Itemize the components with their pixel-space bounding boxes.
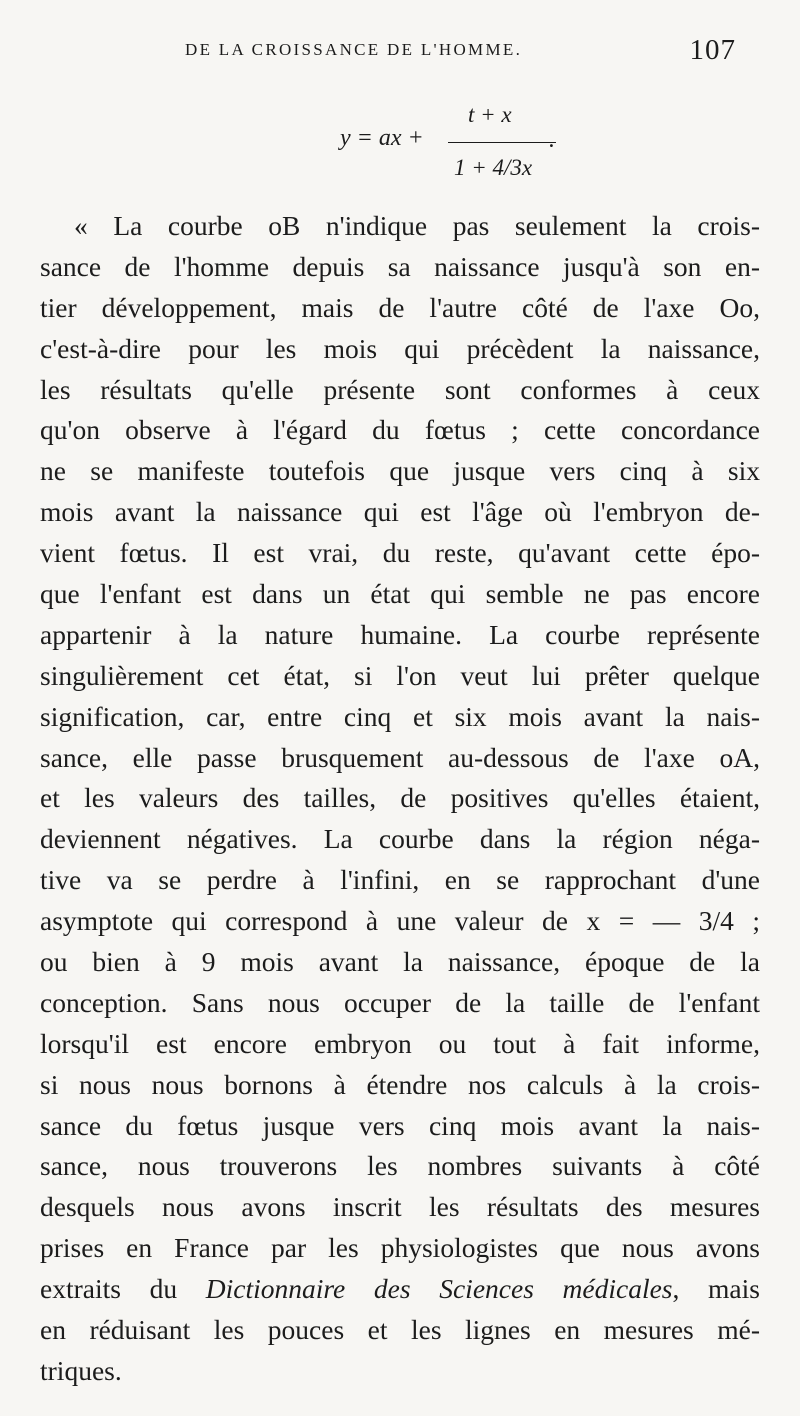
- text-line: si nous nous bornons à étendre nos calculs à la crois-: [40, 1068, 760, 1100]
- text-line: deviennent négatives. La courbe dans la région néga-: [40, 823, 760, 855]
- equation-terminator: .: [549, 127, 555, 153]
- text-fragment: , mais: [672, 1273, 760, 1305]
- text-fragment: extraits du: [40, 1273, 178, 1305]
- equation-denominator: 1 + 4/3x: [454, 155, 533, 180]
- equation-numerator: t + x: [468, 102, 512, 127]
- text-line: c'est-à-dire pour les mois qui précèdent la naissance,: [40, 332, 760, 364]
- text-line: sance de l'homme depuis sa naissance jusqu'à son en-: [40, 250, 760, 282]
- equation: [0, 100, 800, 190]
- text-line: mois avant la naissance qui est l'âge où l'embryon de-: [40, 496, 760, 528]
- book-title-italic: Dictionnaire des Sciences médicales: [205, 1273, 673, 1305]
- fraction-bar: [448, 142, 556, 143]
- text-line: et les valeurs des tailles, de positives qu'elles étaient,: [40, 782, 760, 814]
- text-line: conception. Sans nous occuper de la taille de l'enfant: [40, 986, 760, 1018]
- text-line-with-title: [40, 1269, 760, 1310]
- text-line: appartenir à la nature humaine. La courbe représente: [40, 618, 760, 650]
- text-line: lorsqu'il est encore embryon ou tout à fait informe,: [40, 1027, 760, 1059]
- text-line-last: triques.: [40, 1354, 122, 1386]
- equation-lhs: y = ax +: [340, 125, 424, 151]
- body-text: [40, 206, 760, 1392]
- text-line: desquels nous avons inscrit les résultats des mesures: [40, 1191, 760, 1223]
- running-title: DE LA CROISSANCE DE L'HOMME.: [185, 40, 523, 59]
- text-line: tier développement, mais de l'autre côté de l'axe Oo,: [40, 291, 760, 323]
- text-line: sance du fœtus jusque vers cinq mois avant la nais-: [40, 1109, 760, 1141]
- text-line: vient fœtus. Il est vrai, du reste, qu'avant cette épo-: [40, 537, 760, 569]
- text-line: sance, elle passe brusquement au-dessous de l'axe oA,: [40, 741, 760, 773]
- text-line: les résultats qu'elle présente sont conformes à ceux: [40, 373, 760, 405]
- text-line: prises en France par les physiologistes que nous avons: [40, 1232, 760, 1264]
- text-line: signification, car, entre cinq et six mois avant la nais-: [40, 700, 760, 732]
- text-line: singulièrement cet état, si l'on veut lui prêter quelque: [40, 659, 760, 691]
- text-line: tive va se perdre à l'infini, en se rapprochant d'une: [40, 864, 760, 896]
- text-line: « La courbe oB n'indique pas seulement la crois-: [74, 210, 760, 241]
- text-line: asymptote qui correspond à une valeur de x = — 3/4 ;: [40, 905, 760, 937]
- text-line: que l'enfant est dans un état qui semble ne pas encore: [40, 578, 760, 610]
- page-number: 107: [689, 34, 736, 66]
- text-line: sance, nous trouverons les nombres suivants à côté: [40, 1150, 760, 1182]
- page-header: [0, 34, 800, 74]
- text-line: qu'on observe à l'égard du fœtus ; cette concordance: [40, 414, 760, 446]
- text-line: en réduisant les pouces et les lignes en mesures mé-: [40, 1314, 760, 1346]
- text-line: ne se manifeste toutefois que jusque vers cinq à six: [40, 455, 760, 487]
- text-line: ou bien à 9 mois avant la naissance, époque de la: [40, 946, 760, 978]
- equation-fraction: [448, 100, 564, 190]
